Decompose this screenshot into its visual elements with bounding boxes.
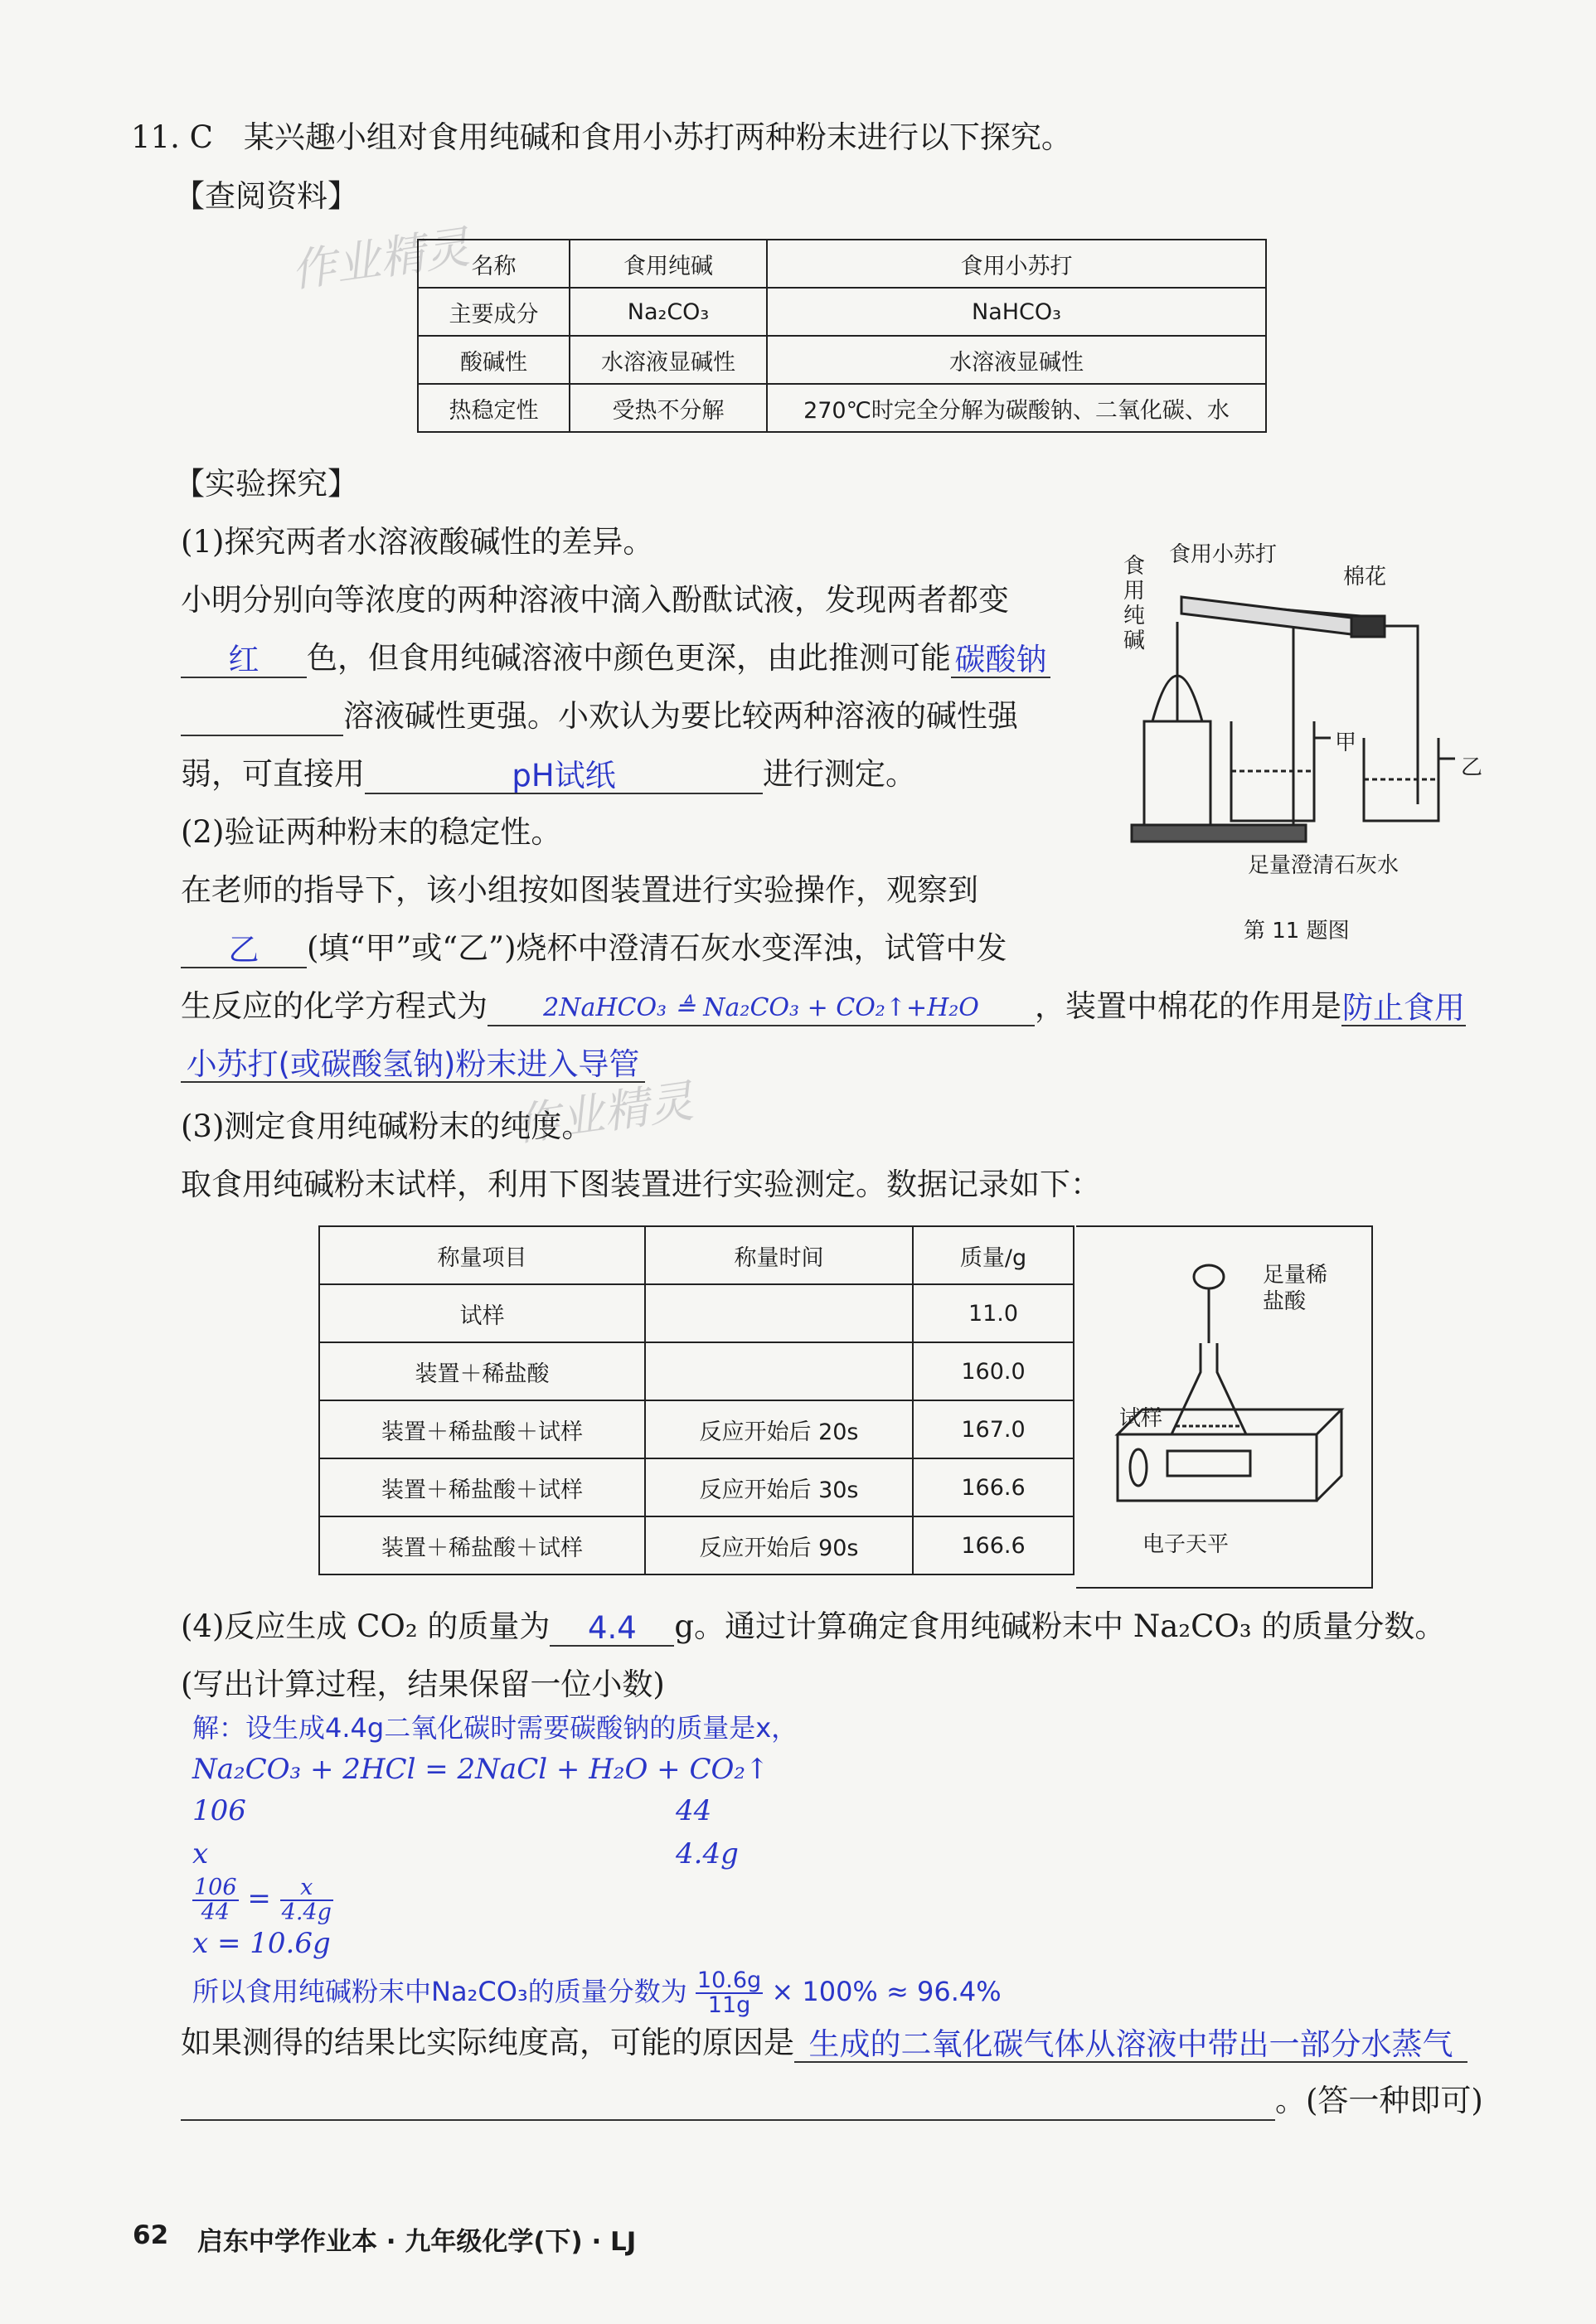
question-intro: 11. C 某兴趣小组对食用纯碱和食用小苏打两种粉末进行以下探究。 <box>131 119 1072 155</box>
label-sample: 试样 <box>1119 1406 1163 1431</box>
table-cell: 167.0 <box>913 1400 1074 1458</box>
table-cell: 166.6 <box>913 1516 1074 1574</box>
answer-substance: 碳酸钠 <box>951 640 1050 678</box>
delivery-tube <box>1385 626 1418 804</box>
fraction-denominator: 11g <box>707 1992 751 2018</box>
solution-var-a: x <box>192 1837 209 1870</box>
part1-line4-text: 弱，可直接用 <box>181 756 365 792</box>
table-row <box>319 1284 1074 1342</box>
table-cell <box>645 1284 913 1342</box>
part5-text: 如果测得的结果比实际纯度高，可能的原因是 <box>181 2025 794 2060</box>
answer-color: 红 <box>181 640 307 678</box>
table-header: 名称 <box>418 240 570 288</box>
table-cell: 160.0 <box>913 1342 1074 1400</box>
balance-display <box>1167 1451 1250 1476</box>
fraction-numerator: x <box>280 1876 333 1901</box>
table-cell: Na₂CO₃ <box>570 288 767 336</box>
part3-title: (3)测定食用纯碱粉末的纯度。 <box>181 1109 593 1144</box>
figure-balance-frame <box>1076 1225 1373 1589</box>
table-cell <box>645 1342 913 1400</box>
part3-line1: 取食用纯碱粉末试样，利用下图装置进行实验测定。数据记录如下： <box>181 1167 1101 1202</box>
table-cell: NaHCO₃ <box>767 288 1266 336</box>
answer-tool: pH试纸 <box>365 756 763 794</box>
part1-line3-text: 溶液碱性更强。小欢认为要比较两种溶液的碱性强 <box>343 698 1018 734</box>
conical-flask <box>1172 1343 1246 1434</box>
label-balance: 电子天平 <box>1142 1532 1230 1557</box>
part5-end: 。(答一种即可) <box>1275 2083 1483 2118</box>
label-soda-ash: 食用纯碱 <box>1123 554 1146 653</box>
stand-block <box>1144 721 1210 825</box>
table-cell: 主要成分 <box>418 288 570 336</box>
solution-var-b: 4.4g <box>676 1837 739 1870</box>
table-row <box>418 336 1266 384</box>
part2-title: (2)验证两种粉末的稳定性。 <box>181 814 562 850</box>
answer-blank-continuation <box>181 698 343 736</box>
table-row <box>319 1516 1074 1574</box>
answer-equation: 2NaHCO₃ ≜ Na₂CO₃ + CO₂↑+H₂O <box>488 988 1035 1026</box>
fraction-purity <box>696 1969 763 2017</box>
table-cell: 装置＋稀盐酸＋试样 <box>319 1458 645 1516</box>
solution-conclusion-text: 所以食用纯碱粉末中Na₂CO₃的质量分数为 <box>192 1976 687 2007</box>
label-soda: 食用小苏打 <box>1169 542 1278 567</box>
stopper <box>1351 616 1385 637</box>
table-cell: 反应开始后 20s <box>645 1400 913 1458</box>
part1-line4-end: 进行测定。 <box>763 756 916 792</box>
answer-blank-line <box>181 2083 1275 2121</box>
test-tube <box>1181 597 1351 634</box>
table-cell: 270℃时完全分解为碳酸钠、二氧化碳、水 <box>767 384 1266 432</box>
part1-line2 <box>181 638 1050 678</box>
part2-line3-text: 生反应的化学方程式为 <box>181 988 488 1024</box>
solution-ratio: $\frac{106}{44}$ = $\frac{x}{4.4g}$ <box>194 1875 332 1925</box>
stand-base <box>1132 825 1306 842</box>
part1-line4 <box>181 754 916 794</box>
table-cell: 反应开始后 90s <box>645 1516 913 1574</box>
table-cell: 水溶液显碱性 <box>570 336 767 384</box>
section-experiment: 【实验探究】 <box>174 466 358 502</box>
table-cell: 11.0 <box>913 1284 1074 1342</box>
table-row <box>418 240 1266 288</box>
part2-line3-mid: ，装置中棉花的作用是 <box>1035 988 1341 1024</box>
part1-line1: 小明分别向等浓度的两种溶液中滴入酚酞试液，发现两者都变 <box>181 582 1009 618</box>
page-number: 62 <box>133 2220 169 2250</box>
answer-cotton-b: 小苏打(或碳酸氢钠)粉末进入导管 <box>181 1045 645 1083</box>
solution-result: x = 10.6g <box>192 1927 331 1960</box>
part1-line3 <box>181 696 1018 736</box>
label-acid: 足量稀盐酸 <box>1263 1263 1328 1314</box>
table-cell: 受热不分解 <box>570 384 767 432</box>
part2-line1: 在老师的指导下，该小组按如图装置进行实验操作，观察到 <box>181 872 978 908</box>
part1-title: (1)探究两者水溶液酸碱性的差异。 <box>181 524 654 560</box>
answer-cotton-a: 防止食用 <box>1342 990 1465 1026</box>
part2-line3 <box>181 987 1466 1026</box>
solution-molar-b: 44 <box>676 1794 712 1827</box>
part5-line2 <box>181 2081 1483 2121</box>
fraction-denominator: 44 <box>201 1899 230 1925</box>
part5-line1 <box>181 2023 1467 2063</box>
part4-note: (写出计算过程，结果保留一位小数) <box>181 1667 665 1702</box>
part2-line4 <box>181 1043 645 1083</box>
label-beaker-yi: 乙 <box>1461 755 1483 780</box>
table-cell: 热稳定性 <box>418 384 570 432</box>
dropping-funnel <box>1194 1265 1224 1288</box>
table-cell: 装置＋稀盐酸＋试样 <box>319 1400 645 1458</box>
table-cell: 反应开始后 30s <box>645 1458 913 1516</box>
fraction-molar <box>192 1876 239 1924</box>
burner <box>1152 622 1202 721</box>
label-limewater: 足量澄清石灰水 <box>1248 853 1400 878</box>
part2-line2 <box>181 929 1007 968</box>
reference-table <box>417 239 1267 433</box>
table-header: 食用纯碱 <box>570 240 767 288</box>
fraction-numerator: 106 <box>194 1875 237 1900</box>
solution-line1: 解：设生成4.4g二氧化碳时需要碳酸钠的质量是x， <box>192 1712 798 1744</box>
label-cotton: 棉花 <box>1343 565 1387 589</box>
part4-text-b: g。通过计算确定食用纯碱粉末中 Na₂CO₃ 的质量分数。 <box>674 1608 1446 1644</box>
table-header: 食用小苏打 <box>767 240 1266 288</box>
table-row <box>319 1226 1074 1284</box>
table-header: 称量项目 <box>319 1226 645 1284</box>
table-cell: 酸碱性 <box>418 336 570 384</box>
table-row <box>418 288 1266 336</box>
part1-line2-text: 色，但食用纯碱溶液中颜色更深，由此推测可能 <box>307 640 951 676</box>
table-row <box>418 384 1266 432</box>
fraction-denominator: 4.4g <box>281 1899 332 1925</box>
table-row <box>319 1342 1074 1400</box>
figure-caption: 第 11 题图 <box>1244 919 1350 944</box>
answer-beaker: 乙 <box>181 930 307 968</box>
fraction-mass <box>280 1876 333 1924</box>
solution-equation: Na₂CO₃ + 2HCl = 2NaCl + H₂O + CO₂↑ <box>192 1753 769 1786</box>
part4-text-a: (4)反应生成 CO₂ 的质量为 <box>181 1608 551 1644</box>
fraction-numerator: 10.6g <box>696 1967 762 1993</box>
watermark-2: 作业精灵 <box>512 1075 696 1152</box>
watermark: 作业精灵 <box>288 221 473 298</box>
data-table <box>318 1225 1075 1575</box>
table-header: 质量/g <box>913 1226 1074 1284</box>
table-cell: 166.6 <box>913 1458 1074 1516</box>
footer-title: 启东中学作业本 · 九年级化学(下) · LJ <box>197 2227 637 2257</box>
table-cell: 水溶液显碱性 <box>767 336 1266 384</box>
solution-conclusion <box>192 1967 1002 2017</box>
balance-knob <box>1130 1449 1147 1486</box>
answer-reason: 生成的二氧化碳气体从溶液中带出一部分水蒸气 <box>794 2025 1467 2063</box>
table-cell: 装置＋稀盐酸 <box>319 1342 645 1400</box>
solution-percent: × 100% ≈ 96.4% <box>771 1976 1002 2007</box>
table-cell: 试样 <box>319 1284 645 1342</box>
table-header: 称量时间 <box>645 1226 913 1284</box>
part4-line1 <box>181 1607 1445 1647</box>
solution-molar-a: 106 <box>192 1794 246 1827</box>
table-row <box>319 1458 1074 1516</box>
part2-line2-text: (填“甲”或“乙”)烧杯中澄清石灰水变浑浊，试管中发 <box>307 930 1007 966</box>
answer-co2-mass: 4.4 <box>550 1608 674 1647</box>
table-cell: 装置＋稀盐酸＋试样 <box>319 1516 645 1574</box>
label-beaker-jia: 甲 <box>1335 730 1357 755</box>
table-row <box>319 1400 1074 1458</box>
section-reference: 【查阅资料】 <box>174 178 358 214</box>
